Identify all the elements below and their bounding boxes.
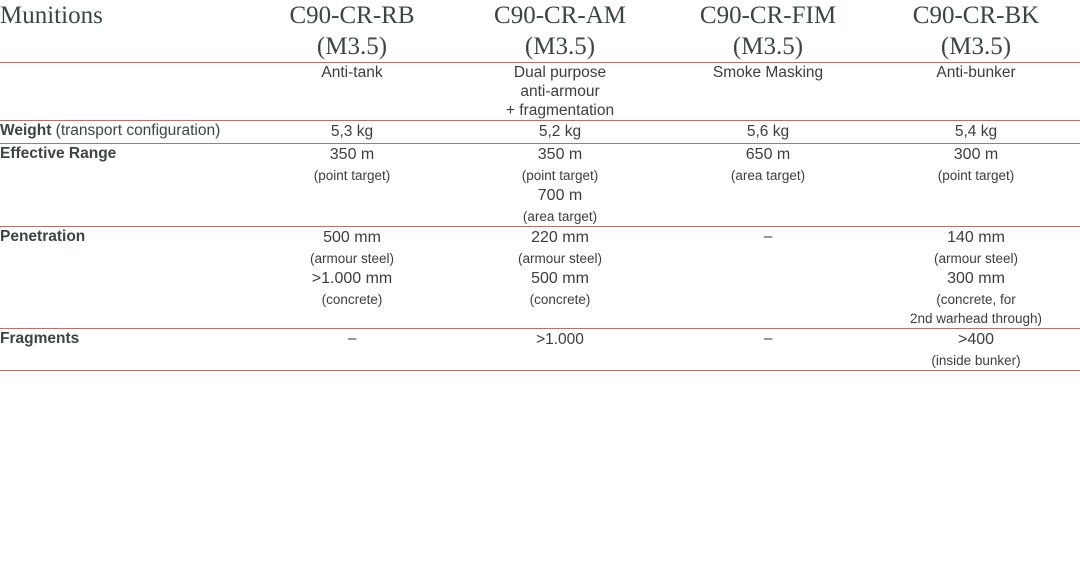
description-cell-1: [456, 63, 664, 121]
description-line: Dual purpose: [513, 64, 607, 81]
rule-cell: [248, 371, 456, 374]
table-header-row: [0, 0, 1080, 63]
data-cell: [248, 227, 456, 329]
description-line: Anti-tank: [321, 64, 383, 81]
column-header-model-3: (M3.5): [940, 33, 1012, 60]
column-header-name-1: C90-CR-AM: [494, 2, 626, 29]
data-cell-line: 300 mm: [947, 270, 1005, 287]
column-header-model-2: (M3.5): [732, 33, 804, 60]
column-header-name-2: C90-CR-FIM: [699, 2, 837, 29]
table-bottom-rule: [0, 371, 1080, 374]
data-cell-line: 5,2 kg: [538, 123, 582, 140]
rule-cell: [872, 371, 1080, 374]
data-cell-line: 350 m: [537, 146, 583, 163]
table-row: [0, 121, 1080, 144]
data-cell-line: (area target): [522, 209, 598, 224]
data-cell: [456, 227, 664, 329]
column-header-name-0: C90-CR-RB: [289, 2, 415, 29]
row-label-bold: Weight: [0, 122, 52, 139]
data-cell-line: (concrete): [529, 292, 591, 307]
data-cell-line: (point target): [521, 168, 599, 183]
data-cell-line: –: [347, 330, 357, 347]
table-row: [0, 144, 1080, 227]
data-cell: [872, 144, 1080, 227]
data-cell: [248, 329, 456, 371]
data-cell: [664, 329, 872, 371]
data-cell: [872, 329, 1080, 371]
data-cell-line: 300 m: [953, 146, 999, 163]
data-cell-line: (point target): [313, 168, 391, 183]
header-row-label: Munitions: [0, 2, 103, 29]
rule-cell: [664, 371, 872, 374]
column-header-2: [664, 0, 872, 63]
column-header-1: [456, 0, 664, 63]
row-label-normal: (transport configuration): [51, 122, 221, 139]
row-label-description: [0, 63, 248, 121]
data-cell: [664, 227, 872, 329]
description-cell-2: [664, 63, 872, 121]
description-line: Smoke Masking: [712, 64, 824, 81]
data-cell-line: (area target): [730, 168, 806, 183]
row-label: [0, 144, 248, 227]
row-label: [0, 329, 248, 371]
data-cell-line: 5,3 kg: [330, 123, 374, 140]
data-cell-line: (point target): [937, 168, 1015, 183]
data-cell-line: 220 mm: [531, 229, 589, 246]
column-header-model-1: (M3.5): [524, 33, 596, 60]
row-label-bold: Fragments: [0, 330, 80, 347]
data-cell: [456, 329, 664, 371]
data-cell: [664, 144, 872, 227]
data-cell: [456, 144, 664, 227]
data-cell-line: (concrete): [321, 292, 383, 307]
data-cell-line: >1.000: [536, 331, 584, 348]
rule-cell: [0, 371, 248, 374]
data-cell-line: 500 mm: [531, 270, 589, 287]
description-line: Anti-bunker: [936, 64, 1016, 81]
data-cell-line: 5,4 kg: [954, 123, 998, 140]
description-cell-3: [872, 63, 1080, 121]
data-cell-line: (armour steel): [933, 251, 1019, 266]
rule-cell: [456, 371, 664, 374]
data-cell-line: >1.000 mm: [311, 270, 393, 287]
data-cell-line: 5,6 kg: [746, 123, 790, 140]
data-cell: [872, 227, 1080, 329]
data-cell-line: >400: [957, 331, 995, 348]
data-cell-line: 700 m: [537, 187, 583, 204]
data-cell-line: –: [763, 330, 773, 347]
data-cell: [664, 121, 872, 144]
table-row: [0, 227, 1080, 329]
data-cell-line: 650 m: [745, 146, 791, 163]
data-cell: [248, 121, 456, 144]
column-header-3: [872, 0, 1080, 63]
data-cell-line: –: [763, 228, 773, 245]
data-cell-line: (armour steel): [517, 251, 603, 266]
description-cell-0: [248, 63, 456, 121]
data-cell-line: 140 mm: [947, 229, 1005, 246]
table-row: [0, 329, 1080, 371]
data-cell-line: 2nd warhead through): [909, 311, 1043, 326]
data-cell-line: 350 m: [329, 146, 375, 163]
table-row-description: [0, 63, 1080, 121]
column-header-name-3: C90-CR-BK: [912, 2, 1040, 29]
row-label: [0, 121, 248, 144]
data-cell-line: (inside bunker): [931, 353, 1021, 368]
data-cell-line: (concrete, for: [936, 292, 1016, 307]
column-header-model-0: (M3.5): [316, 33, 388, 60]
data-cell: [456, 121, 664, 144]
description-line: + fragmentation: [505, 102, 615, 119]
data-cell-line: 500 mm: [323, 229, 381, 246]
data-cell: [248, 144, 456, 227]
row-label-bold: Penetration: [0, 228, 86, 245]
data-cell-line: (armour steel): [309, 251, 395, 266]
row-label-bold: Effective Range: [0, 145, 117, 162]
description-line: anti-armour: [520, 83, 600, 100]
data-cell: [872, 121, 1080, 144]
column-header-0: [248, 0, 456, 63]
row-label: [0, 227, 248, 329]
